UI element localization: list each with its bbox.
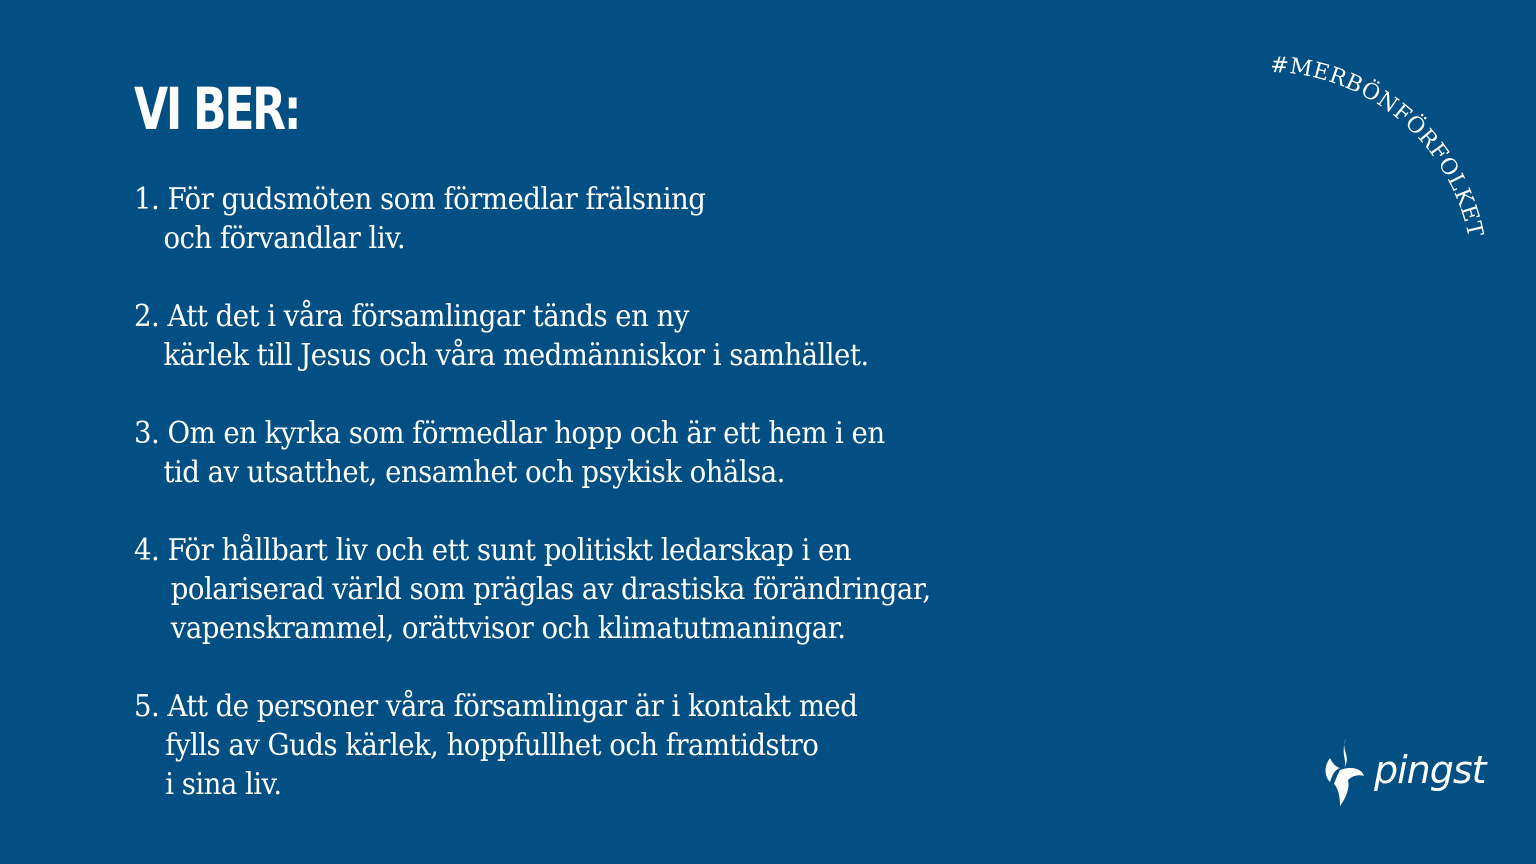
prayer-item-3 [134,414,885,492]
prayer-line: och förvandlar liv. [163,221,406,256]
prayer-line: 3. Om en kyrka som förmedlar hopp och är ett hem i en [134,416,885,451]
flame-dove-icon [1322,736,1366,808]
page-title: VI BER: [134,75,300,143]
prayer-item-2 [134,297,869,375]
svg-text:#MERBÖNFÖRFOLKET [1270,53,1488,240]
prayer-line: polariserad värld som präglas av drastiska förändringar, [170,572,931,607]
hashtag-text: #MERBÖNFÖRFOLKET [1269,52,1488,240]
prayer-line: tid av utsatthet, ensamhet och psykisk ohälsa. [163,455,785,490]
logo-text: pingst [1374,748,1486,792]
prayer-line: i sina liv. [165,767,282,802]
prayer-line: 1. För gudsmöten som förmedlar frälsning [134,182,706,217]
prayer-line: kärlek till Jesus och våra medmänniskor i samhället. [163,338,869,373]
prayer-item-5 [134,687,857,804]
prayer-line: 2. Att det i våra församlingar tänds en ny [134,299,689,334]
prayer-item-1 [134,180,705,258]
prayer-line: 5. Att de personer våra församlingar är i kontakt med [134,689,858,724]
prayer-line: vapenskrammel, orättvisor och klimatutmaningar. [170,611,846,646]
prayer-line: fylls av Guds kärlek, hoppfullhet och framtidstro [165,728,819,763]
pingst-logo [1322,736,1492,810]
hashtag-arc [1240,20,1510,260]
prayer-item-4 [134,531,931,648]
prayer-line: 4. För hållbart liv och ett sunt politiskt ledarskap i en [134,533,852,568]
